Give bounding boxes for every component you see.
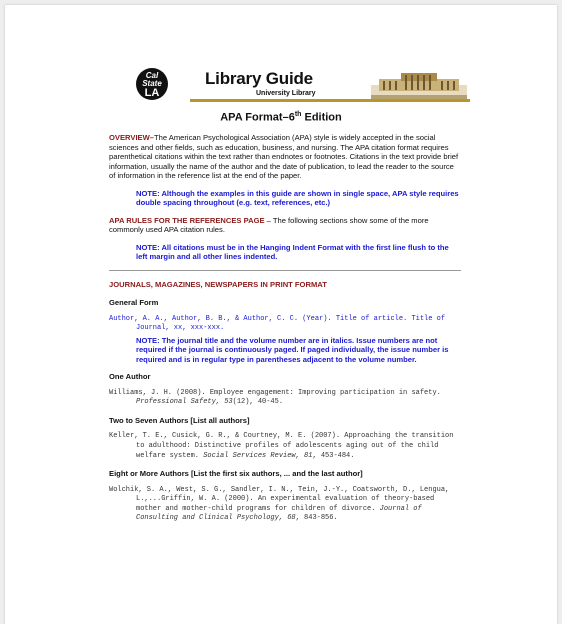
overview-paragraph [109, 133, 461, 181]
guide-title: Library Guide [205, 69, 313, 88]
one-author-post: (12), 40-45. [232, 398, 284, 407]
eight-more-pre: Wolchik, S. A., West, S. G., Sandler, I. N., Tein, J.-Y., Coatsworth, D., Lengua, L.,...Griffin, W. A. (2000). An experimental evaluation of theory-based mother and mother-child programs for children of divorce. [109, 485, 450, 513]
rules-label: APA RULES FOR THE REFERENCES PAGE [109, 215, 265, 225]
two-seven-pre: Keller, T. E., Cusick, G. R., & Courtney, M. E. (2007). Approaching the transition to adulthood: Distinctive profiles of adolescents aging out of the child welfare system. [109, 432, 454, 460]
one-author-journal: Professional Safety, 53 [136, 398, 233, 407]
one-author-heading: One Author [109, 372, 151, 382]
title-main: APA Format–6 [220, 111, 295, 124]
two-seven-post: , 453-484. [312, 451, 355, 460]
note-spacing: NOTE: Although the examples in this guide are shown in single space, APA style requires double spacing throughout (e.g. text, references, etc.) [136, 188, 459, 207]
section-heading: JOURNALS, MAGAZINES, NEWSPAPERS IN PRINT FORMAT [109, 279, 327, 289]
overview-label: OVERVIEW– [109, 133, 155, 142]
note-hanging-indent: NOTE: All citations must be in the Hanging Indent Format with the first line flush to the left margin and all other lines indented. [136, 242, 449, 261]
two-seven-journal: Social Services Review, 81 [203, 451, 313, 460]
logo-line-2: State [142, 79, 162, 88]
rules-paragraph [109, 216, 461, 235]
title-rest: Edition [301, 111, 342, 124]
eight-more-citation [109, 486, 461, 524]
two-seven-heading: Two to Seven Authors [List all authors] [109, 415, 250, 425]
eight-more-heading: Eight or More Authors [List the first six authors, ... and the last author] [109, 469, 363, 479]
library-header [5, 5, 557, 105]
eight-more-post: , 843-856. [295, 514, 338, 523]
two-seven-citation [109, 432, 461, 461]
logo-line-1: Cal [145, 71, 159, 80]
title-superscript: th [294, 111, 302, 118]
document-body [109, 133, 461, 524]
guide-subtitle: University Library [256, 90, 316, 97]
logo-line-3: LA [144, 87, 160, 99]
document-page [5, 5, 557, 624]
eight-more-journal: Journal of Consulting and Clinical Psychology, 68 [136, 504, 422, 523]
overview-text: The American Psychological Association (APA) style is widely accepted in the social sciences and other fields, such as education, business, and nursing. The APA citation format requires parenthetical citations within the text rather than endnotes or footnotes. Citations in the text provide brief information, usually the name of the author and the date of publication, to lead the reader to the source of information in the reference list at the end of the paper. [109, 133, 459, 180]
section-divider [109, 270, 461, 271]
general-form-heading: General Form [109, 298, 159, 307]
general-form-note: NOTE: The journal title and the volume number are in italics. Issue numbers are not required if the journal is continuously paged. If paged individually, the issue number is required and is in regular type in parentheses adjacent to the volume number. [136, 335, 449, 364]
header-rule [190, 99, 470, 102]
rules-text: – The following sections show some of the more commonly used APA citation rules. [109, 215, 429, 234]
library-building-image [371, 71, 467, 99]
one-author-citation [109, 389, 461, 408]
general-form-citation: Author, A. A., Author, B. B., & Author, C. C. (Year). Title of article. Title of Journal, xx, xxx-xxx. [109, 314, 446, 333]
cal-state-la-logo [136, 68, 168, 100]
document-title [5, 111, 557, 124]
one-author-pre: Williams, J. H. (2008). Employee engagement: Improving participation in safety. [109, 388, 441, 397]
